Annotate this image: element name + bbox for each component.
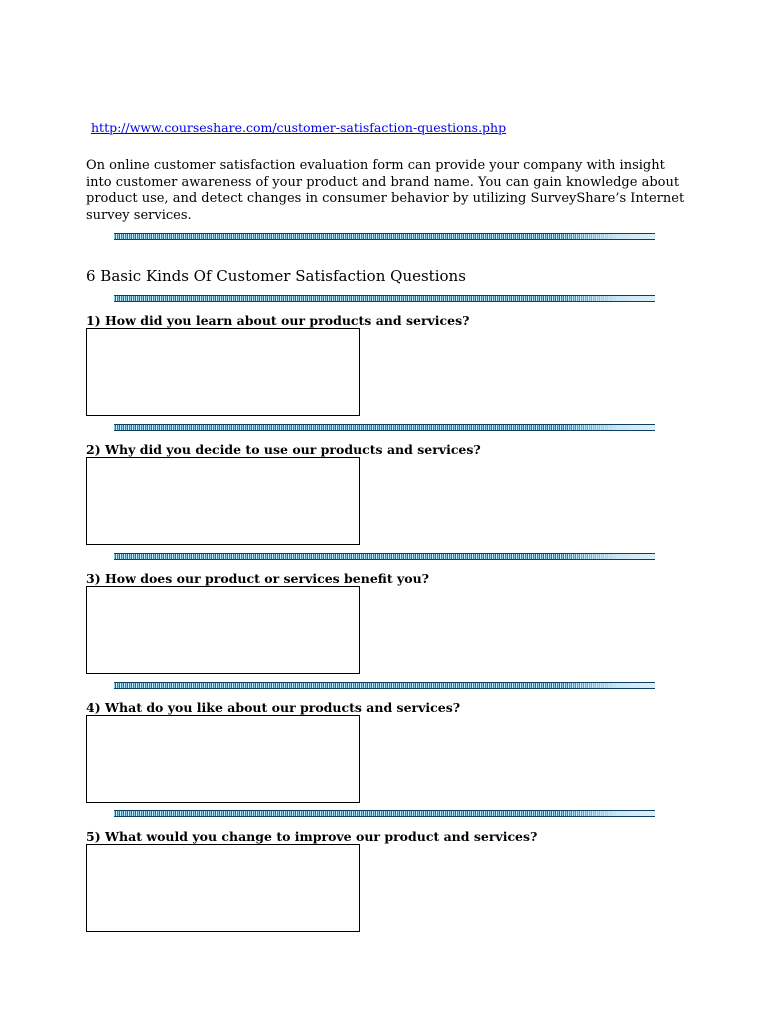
answer-field-2[interactable] [86,457,360,545]
decorative-divider [114,682,655,689]
decorative-divider [114,233,655,240]
question-label-3: 3) How does our product or services benefit you? [86,571,430,586]
source-url-link[interactable]: http://www.courseshare.com/customer-satisfaction-questions.php [91,120,507,135]
decorative-divider [114,295,655,302]
question-label-2: 2) Why did you decide to use our products and services? [86,442,481,457]
decorative-divider [114,424,655,431]
answer-field-3[interactable] [86,586,360,674]
answer-field-1[interactable] [86,328,360,416]
intro-paragraph: On online customer satisfaction evaluation form can provide your company with insight into customer awareness of your product and brand name. You can gain knowledge about product use, and detect changes in consumer behavior by utilizing SurveyShare’s Internet survey services. [86,158,685,223]
question-label-4: 4) What do you like about our products and services? [86,700,461,715]
answer-field-4[interactable] [86,715,360,803]
answer-field-5[interactable] [86,844,360,932]
decorative-divider [114,553,655,560]
decorative-divider [114,810,655,817]
section-heading: 6 Basic Kinds Of Customer Satisfaction Questions [86,267,466,285]
question-label-5: 5) What would you change to improve our product and services? [86,829,538,844]
question-label-1: 1) How did you learn about our products and services? [86,313,470,328]
